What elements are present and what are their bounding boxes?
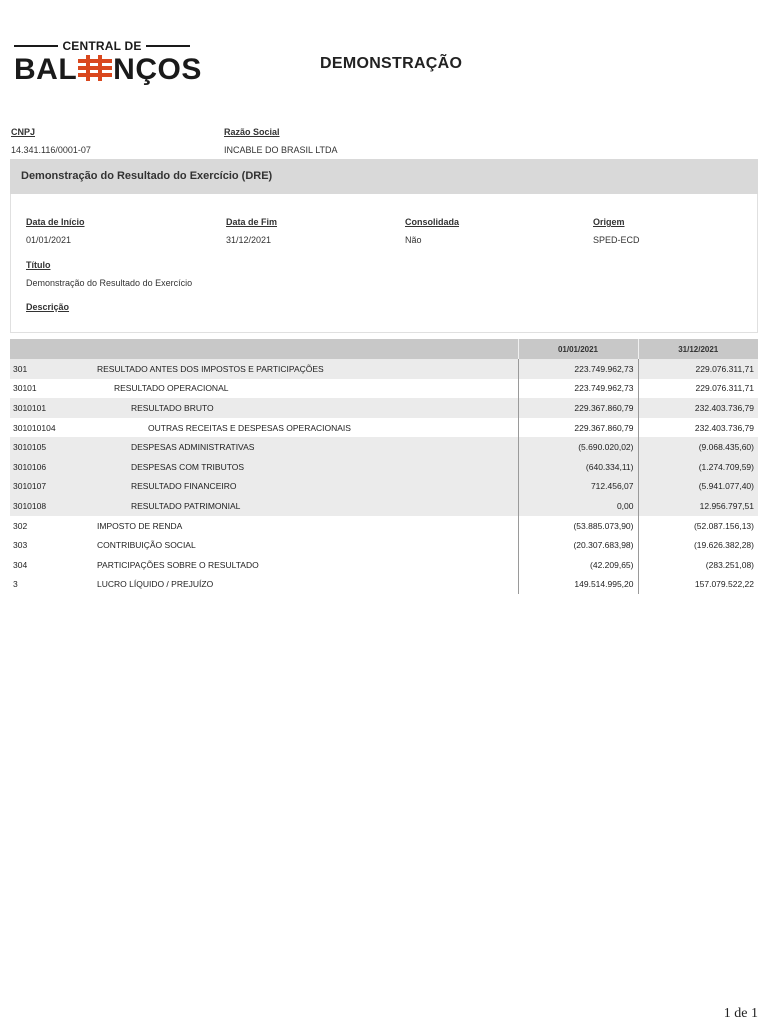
razao-social-value: INCABLE DO BRASIL LTDA — [224, 145, 338, 155]
value-period-2: 157.079.522,22 — [638, 575, 758, 595]
account-description: IMPOSTO DE RENDA — [97, 520, 183, 531]
origem-label: Origem — [593, 217, 625, 227]
titulo-label: Título — [26, 260, 51, 270]
data-inicio-label: Data de Início — [26, 217, 85, 227]
section-header — [10, 159, 758, 194]
account-code: 3 — [13, 579, 18, 590]
consolidada-label: Consolidada — [405, 217, 460, 227]
account-description: RESULTADO BRUTO — [97, 398, 518, 418]
table-row — [10, 516, 758, 536]
logo-wordmark-right: NÇOS — [113, 53, 202, 86]
account-description: RESULTADO ANTES DOS IMPOSTOS E PARTICIPAÇÕES — [97, 359, 518, 379]
account-description: LUCRO LÍQUIDO / PREJUÍZO — [97, 579, 214, 590]
account-code: 3010105 — [10, 437, 97, 457]
dre-table — [10, 339, 758, 594]
data-fim-label: Data de Fim — [226, 217, 278, 227]
account-code: 301 — [10, 359, 97, 379]
value-period-1: (640.334,11) — [518, 457, 638, 477]
table-row — [10, 379, 758, 399]
account-code: 302 — [13, 520, 28, 531]
table-row — [10, 437, 758, 457]
value-period-1: 229.367.860,79 — [518, 418, 638, 438]
value-period-2: (1.274.709,59) — [638, 457, 758, 477]
page-number: 1 de 1 — [723, 1006, 758, 1021]
account-code: 3010108 — [10, 496, 97, 516]
table-row — [10, 496, 758, 516]
table-row — [10, 398, 758, 418]
value-period-2: 229.076.311,71 — [638, 379, 758, 399]
account-description: RESULTADO PATRIMONIAL — [97, 496, 518, 516]
value-period-1: 149.514.995,20 — [518, 575, 638, 595]
value-period-1: 712.456,07 — [518, 477, 638, 497]
value-period-2: (19.626.382,28) — [638, 535, 758, 555]
account-code: 3010101 — [10, 398, 97, 418]
value-period-2: 229.076.311,71 — [638, 359, 758, 379]
value-period-2: (283.251,08) — [638, 555, 758, 575]
value-period-2: (52.087.156,13) — [638, 516, 758, 536]
value-period-2: (9.068.435,60) — [638, 437, 758, 457]
account-code: 301010104 — [13, 422, 56, 433]
header-code — [10, 339, 97, 359]
account-description: PARTICIPAÇÕES SOBRE O RESULTADO — [97, 559, 259, 570]
value-period-1: (53.885.073,90) — [518, 516, 638, 536]
value-period-2: 232.403.736,79 — [638, 398, 758, 418]
origem-value: SPED-ECD — [593, 235, 640, 245]
header-period-1: 01/01/2021 — [518, 339, 638, 359]
descricao-label: Descrição — [26, 302, 70, 312]
account-description: OUTRAS RECEITAS E DESPESAS OPERACIONAIS — [148, 422, 351, 433]
section-title: Demonstração do Resultado do Exercício (DRE) — [21, 170, 273, 182]
account-description: DESPESAS COM TRIBUTOS — [97, 457, 518, 477]
data-fim-value: 31/12/2021 — [226, 235, 272, 245]
account-description: CONTRIBUIÇÃO SOCIAL — [97, 540, 196, 551]
logo-wordmark — [14, 52, 202, 88]
logo-wordmark-left: BAL — [14, 53, 78, 86]
table-row — [10, 555, 758, 575]
details-panel — [10, 194, 758, 333]
table-row — [10, 477, 758, 497]
value-period-1: 229.367.860,79 — [518, 398, 638, 418]
value-period-2: 232.403.736,79 — [638, 418, 758, 438]
table-row — [10, 457, 758, 477]
value-period-1: (5.690.020,02) — [518, 437, 638, 457]
header-description — [97, 339, 518, 359]
value-period-1: (42.209,65) — [518, 555, 638, 575]
cnpj-label: CNPJ — [11, 127, 36, 137]
value-period-1: 223.749.962,73 — [518, 359, 638, 379]
value-period-1: 0,00 — [518, 496, 638, 516]
account-description: RESULTADO FINANCEIRO — [97, 477, 518, 497]
logo-top-text: CENTRAL DE — [62, 39, 142, 53]
table-row — [10, 359, 758, 379]
value-period-1: (20.307.683,98) — [518, 535, 638, 555]
value-period-2: 12.956.797,51 — [638, 496, 758, 516]
table-row — [10, 535, 758, 555]
account-code: 3010107 — [10, 477, 97, 497]
consolidada-value: Não — [405, 235, 422, 245]
table-row — [10, 575, 758, 595]
value-period-1: 223.749.962,73 — [518, 379, 638, 399]
account-description: RESULTADO OPERACIONAL — [114, 383, 229, 394]
table-header-row — [10, 339, 758, 359]
table-body — [10, 359, 758, 594]
data-inicio-value: 01/01/2021 — [26, 235, 72, 245]
logo-line-left — [14, 45, 58, 47]
account-code: 304 — [13, 559, 28, 570]
value-period-2: (5.941.077,40) — [638, 477, 758, 497]
cnpj-value: 14.341.116/0001-07 — [11, 145, 91, 155]
document-title: DEMONSTRAÇÃO — [320, 55, 463, 72]
razao-social-label: Razão Social — [224, 127, 280, 137]
logo-mark-icon — [78, 55, 112, 81]
logo-line-right — [146, 45, 190, 47]
account-description: DESPESAS ADMINISTRATIVAS — [97, 437, 518, 457]
titulo-value: Demonstração do Resultado do Exercício — [26, 278, 193, 288]
account-code: 303 — [13, 540, 28, 551]
account-code: 30101 — [13, 383, 37, 394]
central-de-balancos-logo — [14, 38, 202, 92]
account-code: 3010106 — [10, 457, 97, 477]
table-row — [10, 418, 758, 438]
header-period-2: 31/12/2021 — [638, 339, 758, 359]
